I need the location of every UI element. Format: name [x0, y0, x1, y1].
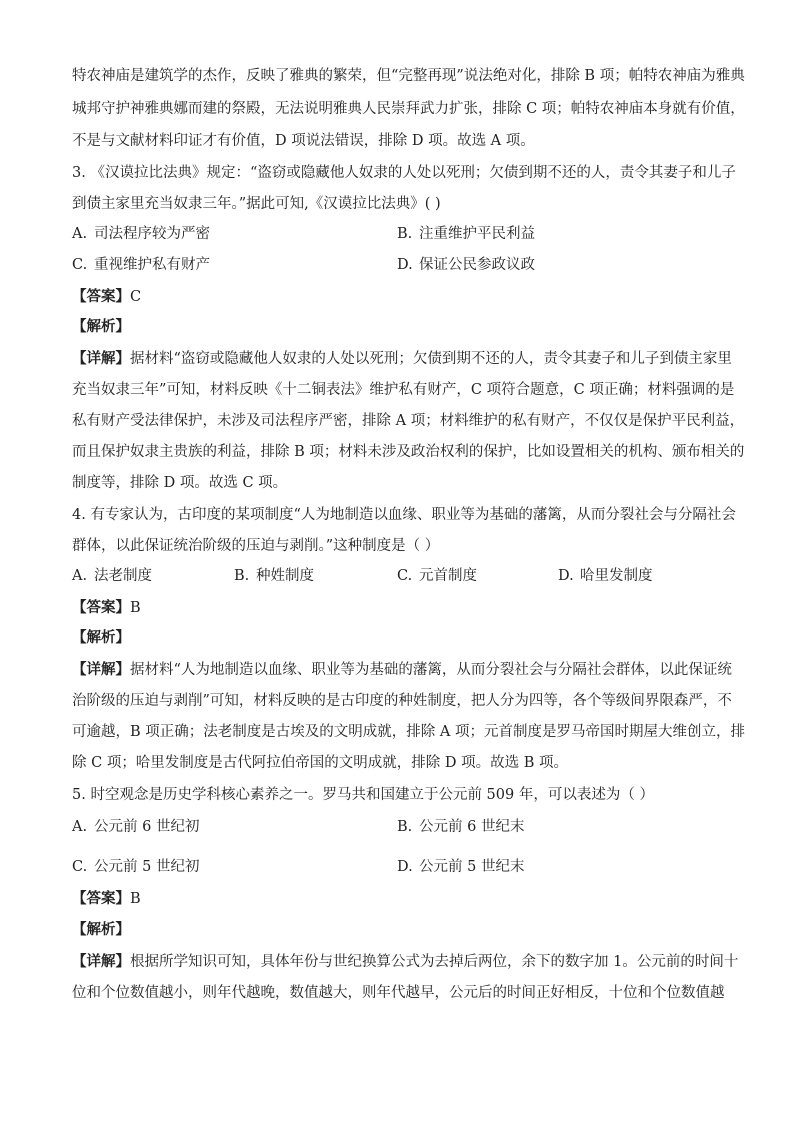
option-letter: A.: [72, 226, 88, 242]
answer-label: 【答案】: [72, 890, 130, 907]
q5-option-d: [397, 852, 524, 883]
q3-option-a: [72, 219, 210, 250]
option-letter: D.: [558, 568, 574, 584]
option-text: 保证公民参政议政: [419, 257, 535, 273]
q2-explanation-line-1: 特农神庙是建筑学的杰作，反映了雅典的繁荣，但“完整再现”说法绝对化，排除 B 项；帕特农神庙为雅典: [72, 68, 745, 84]
option-text: 元首制度: [419, 568, 477, 584]
option-letter: A.: [72, 568, 88, 584]
option-letter: B.: [397, 819, 413, 835]
q3-option-b: [397, 219, 535, 250]
detail-text: 据材料“人为地制造以血缘、职业等为基础的藩篱，从而分裂社会与分隔社会群体，以此保证统: [130, 662, 732, 678]
q4-answer: [72, 592, 724, 624]
q5-answer: [72, 883, 724, 915]
option-text: 公元前 6 世纪末: [419, 819, 525, 835]
answer-value: B: [130, 600, 141, 616]
detail-label: 【详解】: [72, 661, 130, 678]
q2-explanation-line-2: 城邦守护神雅典娜而建的祭殿，无法说明雅典人民崇拜武力扩张，排除 C 项；帕特农神庙本身就有价值，: [72, 101, 745, 117]
q5-option-b: [397, 812, 524, 843]
option-text: 公元前 5 世纪初: [94, 859, 200, 875]
q5-option-c: [72, 852, 199, 883]
q4-detail-line-4: 除 C 项；哈里发制度是古代阿拉伯帝国的文明成就，排除 D 项。故选 B 项。: [72, 755, 569, 771]
q4-option-a: [72, 561, 152, 592]
detail-text: 据材料“盗窃或隐藏他人奴隶的人处以死刑；欠债到期不还的人，责令其妻子和儿子到债主家里: [130, 351, 732, 367]
q4-option-c: [397, 561, 477, 592]
detail-label: 【详解】: [72, 953, 130, 970]
q5-stem-line-1: 5. 时空观念是历史学科核心素养之一。罗马共和国建立于公元前 509 年，可以表述为（ ）: [72, 787, 654, 803]
q4-detail-line-3: 可逾越，B 项正确；法老制度是古埃及的文明成就，排除 A 项；元首制度是罗马帝国时期屋大维创立，排: [72, 724, 745, 740]
option-letter: C.: [72, 257, 88, 273]
q5-detail-line-2: 位和个位数值越小，则年代越晚，数值越大，则年代越早，公元后的时间正好相反，十位和个位数值越: [72, 985, 725, 1001]
q3-detail-line-2: 充当奴隶三年”可知，材料反映《十二铜表法》维护私有财产，C 项符合题意，C 项正确；材料强调的是: [72, 382, 735, 398]
q4-stem-line-1: 4. 有专家认为，古印度的某项制度“人为地制造以血缘、职业等为基础的藩篱，从而分裂社会与分隔社会: [72, 507, 736, 523]
option-letter: B.: [234, 568, 250, 584]
option-text: 重视维护私有财产: [94, 257, 210, 273]
analysis-label: 【解析】: [72, 318, 130, 335]
q3-detail-line-1: [72, 343, 732, 375]
answer-label: 【答案】: [72, 288, 130, 305]
answer-label: 【答案】: [72, 599, 130, 616]
q3-detail-line-5: 制度等，排除 D 项。故选 C 项。: [72, 475, 288, 491]
option-text: 法老制度: [94, 568, 152, 584]
option-text: 注重维护平民利益: [419, 226, 535, 242]
q3-detail-line-4: 而且保护奴隶主贵族的利益，排除 B 项；材料未涉及政治权利的保护，比如设置相关的机构、颁布相关的: [72, 444, 745, 460]
answer-value: B: [130, 891, 141, 907]
q4-analysis-label: [72, 622, 724, 654]
analysis-label: 【解析】: [72, 921, 130, 938]
q3-stem-line-1: 3. 《汉谟拉比法典》规定：“盗窃或隐藏他人奴隶的人处以死刑；欠债到期不还的人，责令其妻子和儿子: [72, 165, 736, 181]
q5-analysis-label: [72, 914, 724, 946]
option-text: 哈里发制度: [580, 568, 653, 584]
q4-detail-line-1: [72, 654, 732, 686]
q5-detail-line-1: [72, 946, 739, 978]
q3-answer: [72, 281, 724, 313]
option-letter: C.: [397, 568, 413, 584]
analysis-label: 【解析】: [72, 629, 130, 646]
option-text: 公元前 6 世纪初: [94, 819, 200, 835]
q3-analysis-label: [72, 311, 724, 343]
q4-stem-line-2: 群体，以此保证统治阶级的压迫与剥削。”这种制度是（ ）: [72, 538, 440, 554]
option-text: 种姓制度: [256, 568, 314, 584]
q5-option-a: [72, 812, 199, 843]
option-letter: D.: [397, 257, 413, 273]
q2-explanation-line-3: 不是与文献材料印证才有价值，D 项说法错误，排除 D 项。故选 A 项。: [72, 133, 535, 149]
option-letter: C.: [72, 859, 88, 875]
q3-stem-line-2: 到债主家里充当奴隶三年。”据此可知,《汉谟拉比法典》( ): [72, 196, 441, 212]
option-text: 司法程序较为严密: [94, 226, 210, 242]
option-letter: D.: [397, 859, 413, 875]
option-letter: A.: [72, 819, 88, 835]
detail-text: 根据所学知识可知，具体年份与世纪换算公式为去掉后两位，余下的数字加 1。公元前的时间十: [130, 954, 739, 970]
q4-detail-line-2: 治阶级的压迫与剥削”可知，材料反映的是古印度的种姓制度，把人分为四等，各个等级间界限森严，不: [72, 693, 732, 709]
q4-option-b: [234, 561, 314, 592]
answer-value: C: [130, 289, 142, 305]
option-text: 公元前 5 世纪末: [419, 859, 525, 875]
q3-detail-line-3: 私有财产受法律保护，未涉及司法程序严密，排除 A 项；材料维护的私有财产，不仅仅是保护平民利益，: [72, 413, 745, 429]
q4-option-d: [558, 561, 653, 592]
q3-option-d: [397, 250, 535, 281]
q3-option-c: [72, 250, 210, 281]
option-letter: B.: [397, 226, 413, 242]
detail-label: 【详解】: [72, 350, 130, 367]
